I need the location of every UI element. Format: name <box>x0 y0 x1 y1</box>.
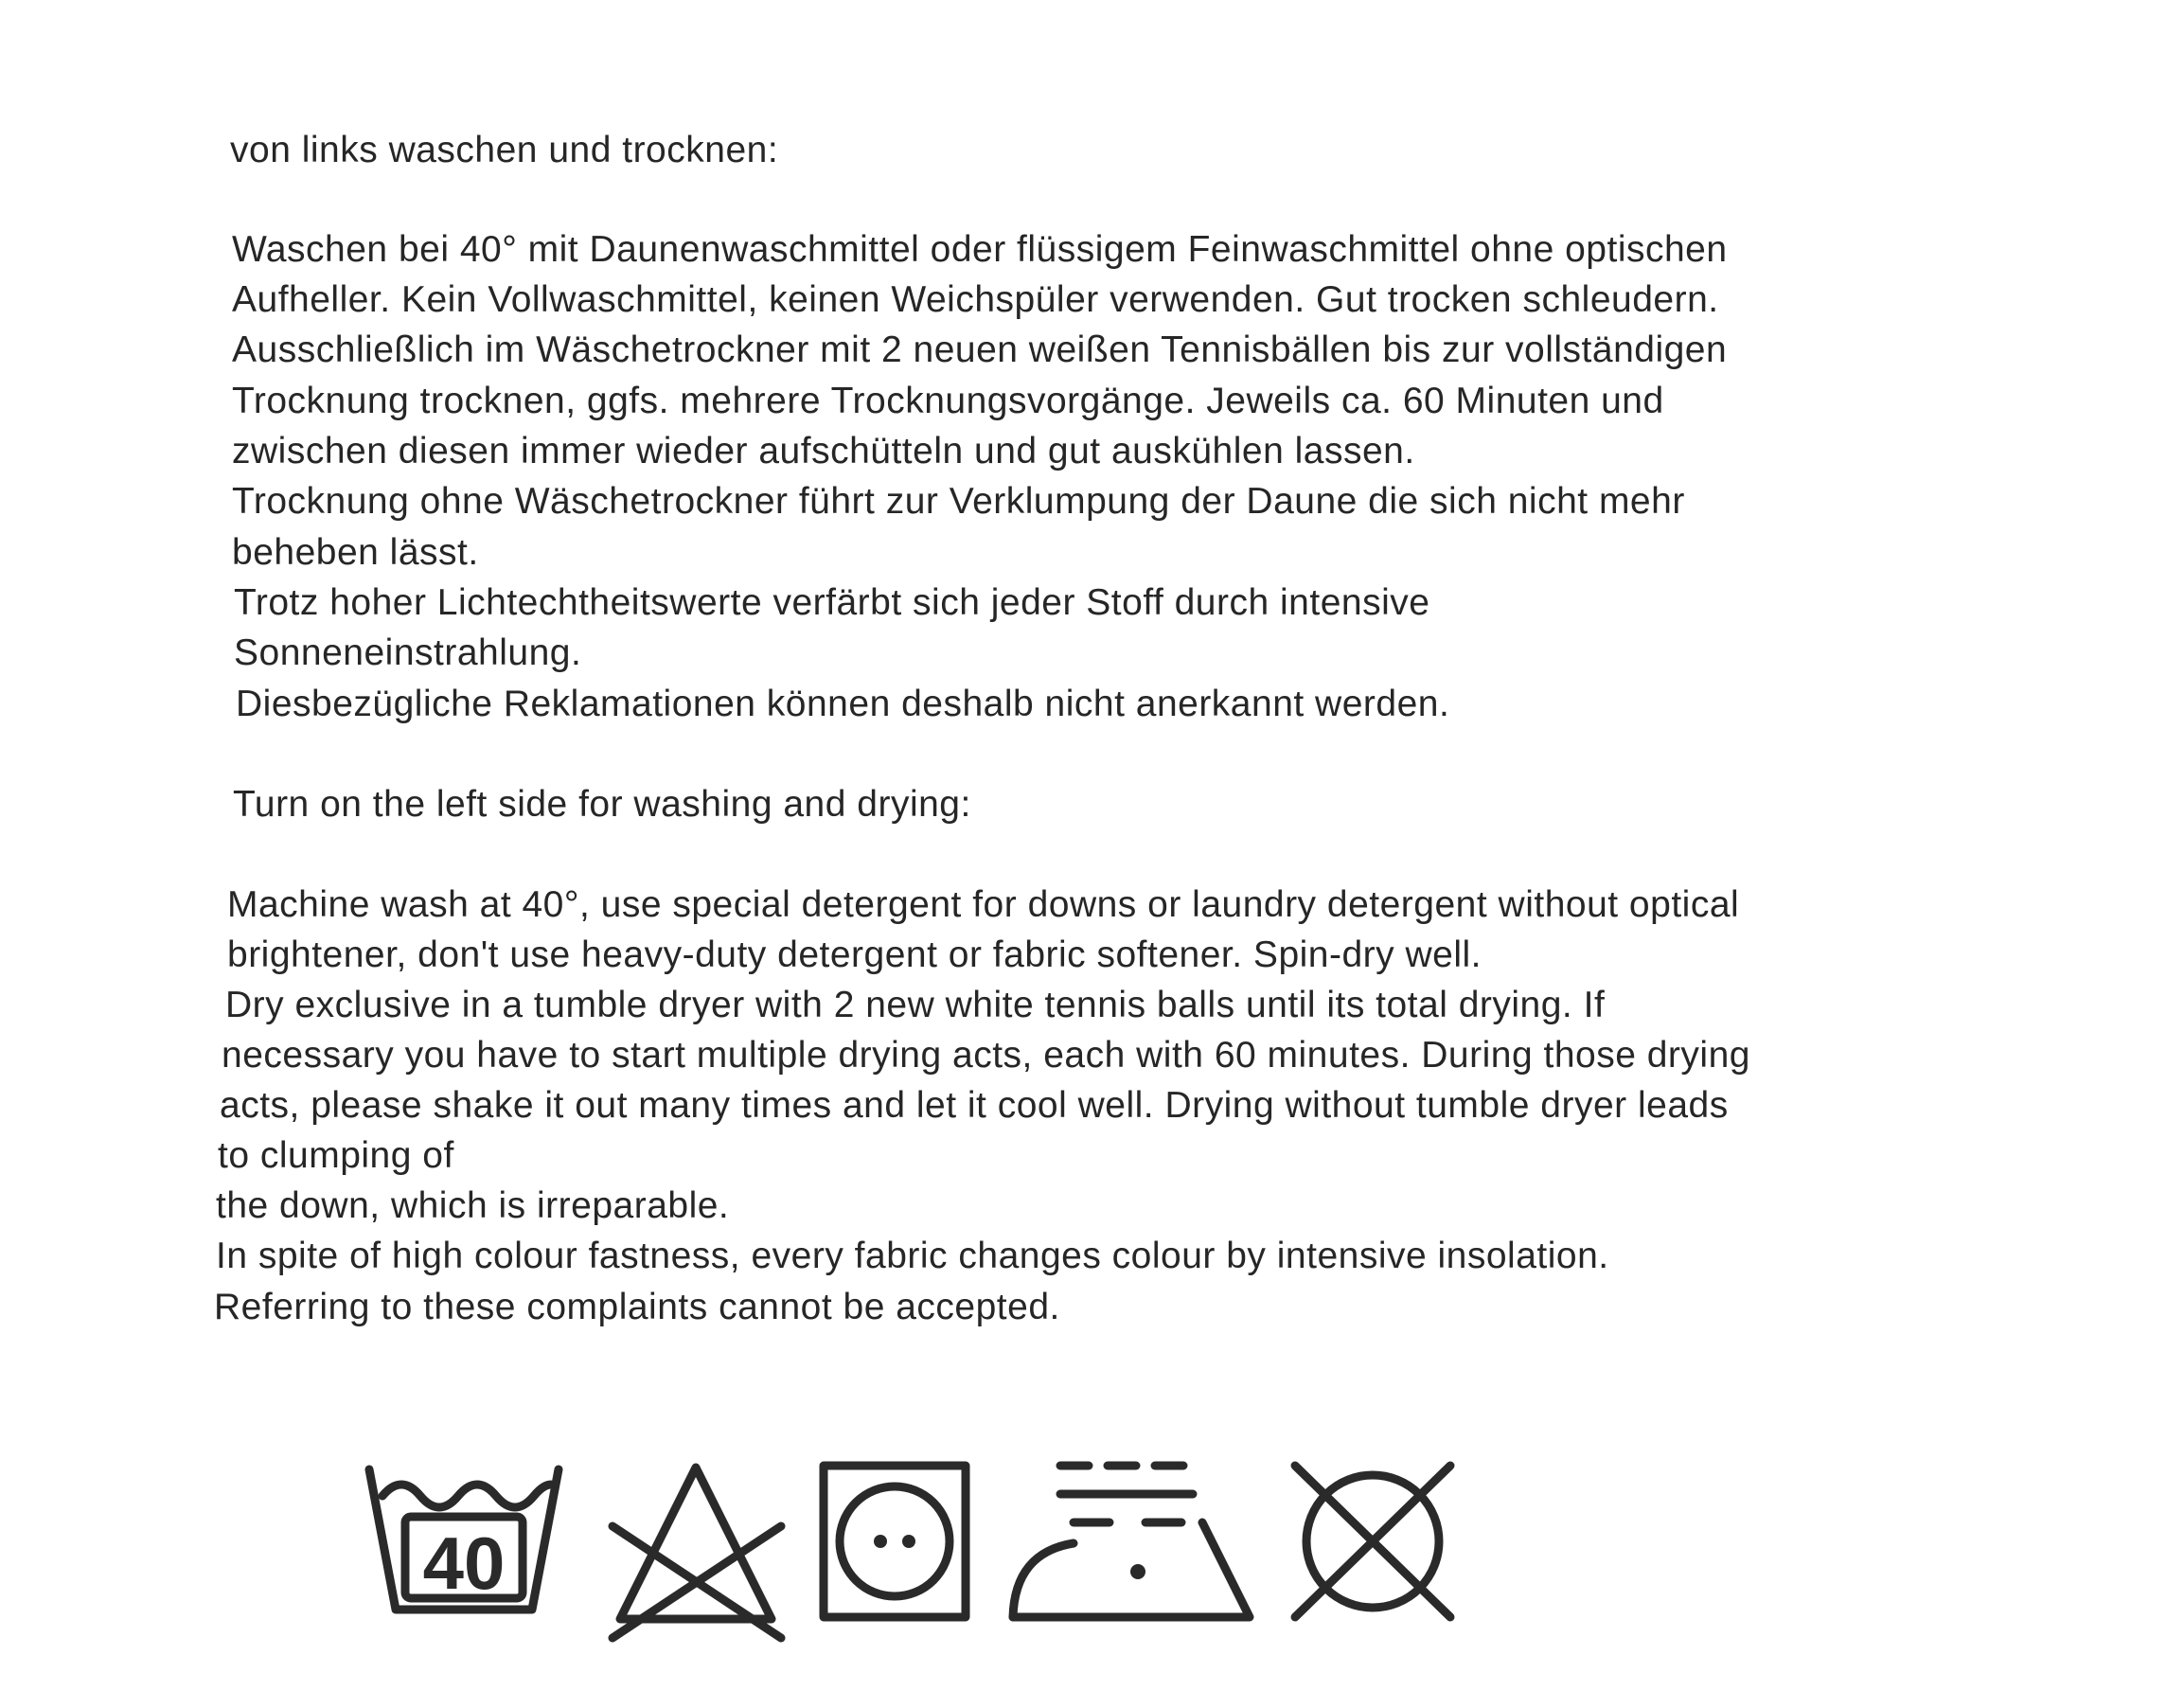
german-line: Diesbezügliche Reklamationen können deshalb nicht anerkannt werden. <box>236 684 1450 724</box>
german-line: Sonneneinstrahlung. <box>234 632 582 673</box>
iron-medium-icon <box>1003 1449 1259 1638</box>
german-line: Ausschließlich im Wäschetrockner mit 2 neuen weißen Tennisbällen bis zur vollständigen <box>232 329 1728 370</box>
english-line: brightener, don't use heavy-duty detergent or fabric softener. Spin-dry well. <box>227 934 1482 975</box>
do-not-bleach-icon <box>601 1449 790 1647</box>
german-line: Aufheller. Kein Vollwaschmittel, keinen Weichspüler verwenden. Gut trocken schleudern. <box>232 279 1719 320</box>
german-line: Trocknung trocknen, ggfs. mehrere Trocknungsvorgänge. Jeweils ca. 60 Minuten und <box>232 381 1664 421</box>
german-heading: von links waschen und trocknen: <box>230 130 779 170</box>
english-line: necessary you have to start multiple drying acts, each with 60 minutes. During those drying <box>222 1035 1750 1076</box>
english-line: In spite of high colour fastness, every fabric changes colour by intensive insolation. <box>216 1236 1609 1276</box>
english-line: to clumping of <box>218 1135 454 1176</box>
wash-40-icon <box>360 1449 568 1638</box>
english-line: Referring to these complaints cannot be accepted. <box>214 1287 1060 1327</box>
german-line: Trocknung ohne Wäschetrockner führt zur Verklumpung der Daune die sich nicht mehr <box>232 481 1685 522</box>
english-line: acts, please shake it out many times and let it cool well. Drying without tumble dryer leads <box>220 1085 1729 1126</box>
do-not-dry-clean-icon <box>1278 1449 1467 1638</box>
german-line: Waschen bei 40° mit Daunenwaschmittel oder flüssigem Feinwaschmittel ohne optischen <box>232 229 1728 270</box>
german-line: beheben lässt. <box>232 532 479 573</box>
german-line: zwischen diesen immer wieder aufschütteln und gut auskühlen lassen. <box>232 431 1415 471</box>
wash-temperature-label: 40 <box>422 1521 506 1605</box>
care-symbols-row <box>360 1449 1477 1647</box>
english-heading: Turn on the left side for washing and drying: <box>233 784 971 825</box>
english-line: the down, which is irreparable. <box>216 1185 730 1226</box>
english-line: Dry exclusive in a tumble dryer with 2 new white tennis balls until its total drying. If <box>225 985 1606 1025</box>
german-line: Trotz hoher Lichtechtheitswerte verfärbt sich jeder Stoff durch intensive <box>234 582 1430 623</box>
tumble-dry-medium-icon <box>814 1449 975 1638</box>
english-line: Machine wash at 40°, use special detergent for downs or laundry detergent without optical <box>227 884 1740 925</box>
